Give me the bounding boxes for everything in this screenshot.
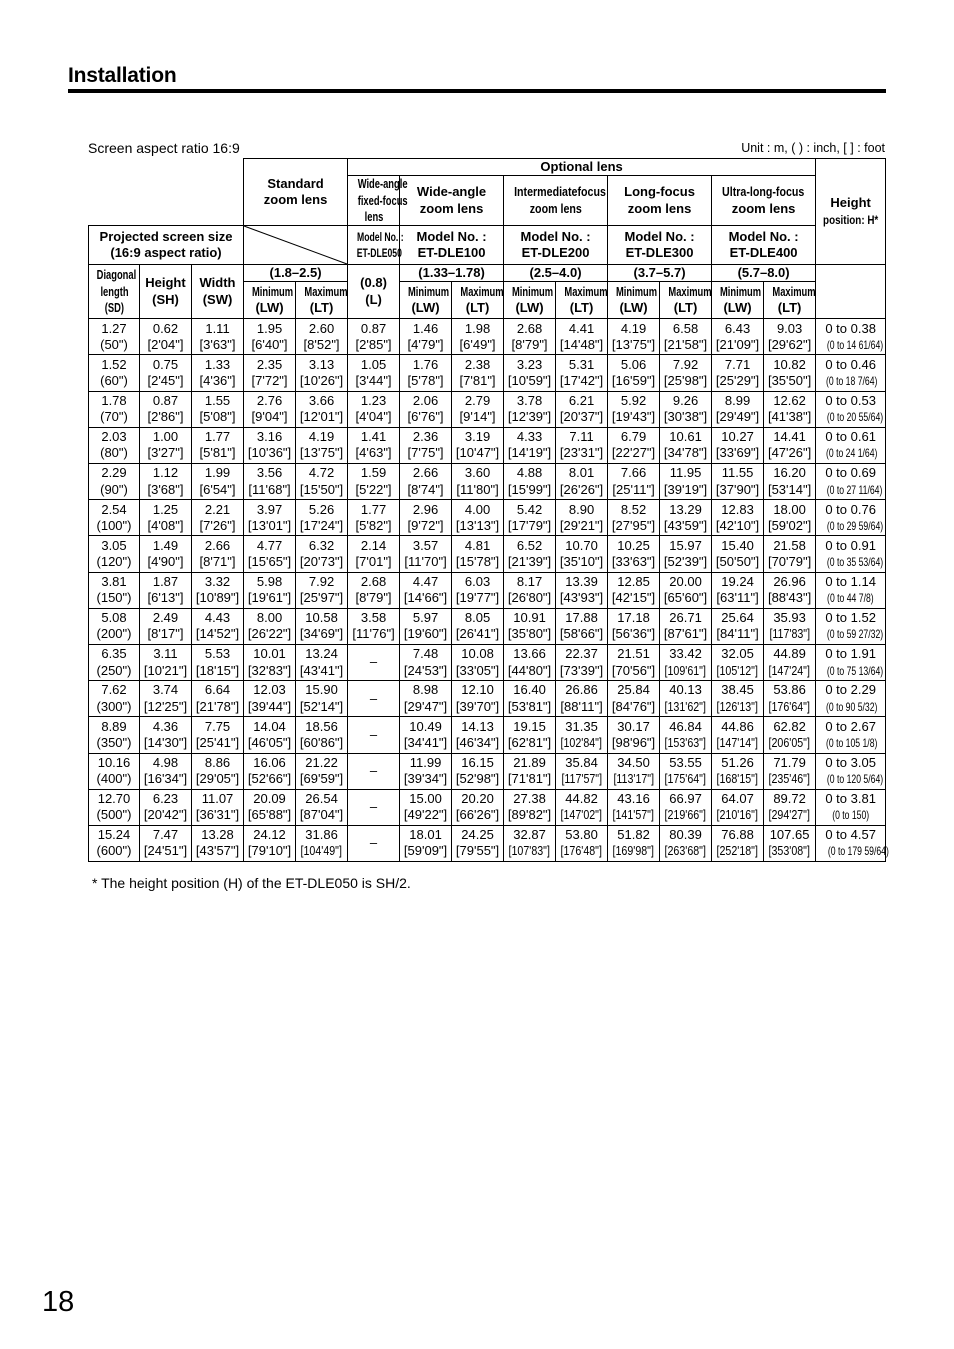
cell-d200-min: 5.42 [17'79"] <box>504 500 556 536</box>
cell-fixed: – <box>348 644 400 680</box>
cell-d400-max: 21.58 [70'79"] <box>764 536 816 572</box>
header-model-dle400: Model No. : ET-DLE400 <box>712 226 816 265</box>
cell-std-min: 10.01 [32'83"] <box>244 644 296 680</box>
header-screen-height: Height (SH) <box>140 265 192 319</box>
cell-d400-max: 9.03 [29'62"] <box>764 319 816 355</box>
cell-sw: 1.11 [3'63"] <box>192 319 244 355</box>
cell-d300-max: 66.97 [219'66"] <box>660 789 712 825</box>
cell-d200-min: 4.33 [14'19"] <box>504 427 556 463</box>
cell-d300-min: 51.82 [169'98"] <box>608 825 660 861</box>
cell-d100-min: 15.00 [49'22"] <box>400 789 452 825</box>
cell-sw: 8.86 [29'05"] <box>192 753 244 789</box>
header-standard-maximum: Maximum (LT) <box>296 282 348 319</box>
cell-d100-min: 4.47 [14'66"] <box>400 572 452 608</box>
cell-sd: 3.81 (150") <box>89 572 140 608</box>
cell-fixed: 2.68 [8'79"] <box>348 572 400 608</box>
cell-std-min: 8.00 [26'22"] <box>244 608 296 644</box>
cell-d100-max: 10.08 [33'05"] <box>452 644 504 680</box>
cell-d200-min: 19.15 [62'81"] <box>504 717 556 753</box>
cell-d100-max: 3.19 [10'47"] <box>452 427 504 463</box>
cell-fixed: 3.58 [11'76"] <box>348 608 400 644</box>
cell-d400-min: 76.88 [252'18"] <box>712 825 764 861</box>
cell-fixed: 1.59 [5'22"] <box>348 464 400 500</box>
cell-sh: 1.12 [3'68"] <box>140 464 192 500</box>
cell-sw: 2.66 [8'71"] <box>192 536 244 572</box>
cell-fixed: – <box>348 789 400 825</box>
cell-std-max: 3.66 [12'01"] <box>296 391 348 427</box>
header-model-dle200: Model No. : ET-DLE200 <box>504 226 608 265</box>
cell-d100-max: 1.98 [6'49"] <box>452 319 504 355</box>
cell-sd: 5.08 (200") <box>89 608 140 644</box>
cell-d400-max: 18.00 [59'02"] <box>764 500 816 536</box>
cell-sw: 11.07 [36'31"] <box>192 789 244 825</box>
cell-d300-min: 10.25 [33'63"] <box>608 536 660 572</box>
cell-fixed: 1.23 [4'04"] <box>348 391 400 427</box>
cell-sd: 2.54 (100") <box>89 500 140 536</box>
footnote: * The height position (H) of the ET-DLE050 is SH/2. <box>92 875 411 891</box>
header-ratio-standard: (1.8–2.5) <box>244 265 348 282</box>
cell-d200-min: 13.66 [44'80"] <box>504 644 556 680</box>
cell-std-max: 4.72 [15'50"] <box>296 464 348 500</box>
cell-sd: 15.24 (600") <box>89 825 140 861</box>
cell-sw: 2.21 [7'26"] <box>192 500 244 536</box>
cell-d100-min: 10.49 [34'41"] <box>400 717 452 753</box>
header-ratio-dle300: (3.7–5.7) <box>608 265 712 282</box>
header-ratio-dle100: (1.33–1.78) <box>400 265 504 282</box>
header-dle400-minimum: Minimum (LW) <box>712 282 764 319</box>
cell-d400-max: 16.20 [53'14"] <box>764 464 816 500</box>
cell-std-max: 2.60 [8'52"] <box>296 319 348 355</box>
cell-d100-min: 5.97 [19'60"] <box>400 608 452 644</box>
cell-d300-max: 53.55 [175'64"] <box>660 753 712 789</box>
cell-d300-max: 46.84 [153'63"] <box>660 717 712 753</box>
cell-d200-min: 3.78 [12'39"] <box>504 391 556 427</box>
cell-d300-min: 43.16 [141'57"] <box>608 789 660 825</box>
cell-d400-max: 12.62 [41'38"] <box>764 391 816 427</box>
cell-std-max: 4.19 [13'75"] <box>296 427 348 463</box>
cell-d200-max: 35.84 [117'57"] <box>556 753 608 789</box>
cell-d200-min: 32.87 [107'83"] <box>504 825 556 861</box>
cell-h: 0 to 2.29 (0 to 90 5/32) <box>816 681 886 717</box>
cell-sw: 4.43 [14'52"] <box>192 608 244 644</box>
cell-d200-max: 10.70 [35'10"] <box>556 536 608 572</box>
cell-h: 0 to 3.81 (0 to 150) <box>816 789 886 825</box>
cell-sh: 1.87 [6'13"] <box>140 572 192 608</box>
header-wideangle-zoom-lens: Wide-angle zoom lens <box>400 176 504 226</box>
cell-sd: 2.29 (90") <box>89 464 140 500</box>
cell-d400-min: 6.43 [21'09"] <box>712 319 764 355</box>
cell-d200-min: 2.68 [8'79"] <box>504 319 556 355</box>
cell-d300-min: 5.92 [19'43"] <box>608 391 660 427</box>
cell-d100-max: 4.00 [13'13"] <box>452 500 504 536</box>
table-row <box>89 789 886 825</box>
cell-fixed: – <box>348 825 400 861</box>
cell-sd: 1.27 (50") <box>89 319 140 355</box>
cell-d200-min: 4.88 [15'99"] <box>504 464 556 500</box>
cell-d200-max: 31.35 [102'84"] <box>556 717 608 753</box>
table-row <box>89 391 886 427</box>
cell-sh: 3.11 [10'21"] <box>140 644 192 680</box>
cell-d200-min: 6.52 [21'39"] <box>504 536 556 572</box>
header-height-position: Height position: H* <box>816 159 886 265</box>
cell-d100-max: 24.25 [79'55"] <box>452 825 504 861</box>
cell-d400-min: 7.71 [25'29"] <box>712 355 764 391</box>
cell-h: 0 to 0.53 (0 to 20 55/64) <box>816 391 886 427</box>
cell-d300-min: 30.17 [98'96"] <box>608 717 660 753</box>
table-row <box>89 608 886 644</box>
cell-d100-min: 2.06 [6'76"] <box>400 391 452 427</box>
cell-sh: 0.87 [2'86"] <box>140 391 192 427</box>
cell-d100-max: 12.10 [39'70"] <box>452 681 504 717</box>
header-standard-minimum: Minimum (LW) <box>244 282 296 319</box>
cell-d400-max: 35.93 [117'83"] <box>764 608 816 644</box>
header-diagonal-length: Diagonal length (SD) <box>89 265 140 319</box>
cell-d300-max: 9.26 [30'38"] <box>660 391 712 427</box>
cell-d400-min: 15.40 [50'50"] <box>712 536 764 572</box>
header-dle200-minimum: Minimum (LW) <box>504 282 556 319</box>
table-row <box>89 427 886 463</box>
cell-std-min: 24.12 [79'10"] <box>244 825 296 861</box>
cell-d100-max: 3.60 [11'80"] <box>452 464 504 500</box>
cell-sh: 1.49 [4'90"] <box>140 536 192 572</box>
table-row <box>89 355 886 391</box>
table-row <box>89 500 886 536</box>
header-ratio-dle200: (2.5–4.0) <box>504 265 608 282</box>
cell-d300-min: 25.84 [84'76"] <box>608 681 660 717</box>
cell-d300-max: 10.61 [34'78"] <box>660 427 712 463</box>
header-optional-lens: Optional lens <box>348 159 816 176</box>
cell-sw: 3.32 [10'89"] <box>192 572 244 608</box>
cell-sh: 6.23 [20'42"] <box>140 789 192 825</box>
cell-std-min: 3.97 [13'01"] <box>244 500 296 536</box>
cell-h: 0 to 1.91 (0 to 75 13/64) <box>816 644 886 680</box>
cell-sw: 5.53 [18'15"] <box>192 644 244 680</box>
cell-std-min: 20.09 [65'88"] <box>244 789 296 825</box>
cell-sh: 7.47 [24'51"] <box>140 825 192 861</box>
table-row <box>89 753 886 789</box>
cell-d100-min: 3.57 [11'70"] <box>400 536 452 572</box>
cell-sw: 13.28 [43'57"] <box>192 825 244 861</box>
page-title: Installation <box>68 64 177 87</box>
cell-d100-max: 20.20 [66'26"] <box>452 789 504 825</box>
cell-d100-min: 7.48 [24'53"] <box>400 644 452 680</box>
cell-std-min: 2.76 [9'04"] <box>244 391 296 427</box>
cell-std-min: 5.98 [19'61"] <box>244 572 296 608</box>
cell-sw: 7.75 [25'41"] <box>192 717 244 753</box>
cell-std-min: 4.77 [15'65"] <box>244 536 296 572</box>
cell-d400-min: 11.55 [37'90"] <box>712 464 764 500</box>
title-rule <box>68 89 886 93</box>
cell-sh: 0.75 [2'45"] <box>140 355 192 391</box>
cell-d300-max: 80.39 [263'68"] <box>660 825 712 861</box>
cell-sd: 1.52 (60") <box>89 355 140 391</box>
cell-d200-max: 6.21 [20'37"] <box>556 391 608 427</box>
cell-d100-min: 1.76 [5'78"] <box>400 355 452 391</box>
cell-h: 0 to 0.38 (0 to 14 61/64) <box>816 319 886 355</box>
header-model-dle050: Model No. : ET-DLE050 <box>348 226 400 265</box>
header-ratio-dle050: (0.8) (L) <box>348 265 400 319</box>
cell-sw: 1.99 [6'54"] <box>192 464 244 500</box>
page-number: 18 <box>42 1286 75 1318</box>
cell-std-max: 7.92 [25'97"] <box>296 572 348 608</box>
cell-std-min: 14.04 [46'05"] <box>244 717 296 753</box>
cell-sd: 7.62 (300") <box>89 681 140 717</box>
cell-fixed: 2.14 [7'01"] <box>348 536 400 572</box>
cell-h: 0 to 2.67 (0 to 105 1/8) <box>816 717 886 753</box>
table-row <box>89 825 886 861</box>
cell-std-max: 21.22 [69'59"] <box>296 753 348 789</box>
cell-d300-min: 17.18 [56'36"] <box>608 608 660 644</box>
cell-std-min: 3.16 [10'36"] <box>244 427 296 463</box>
cell-std-min: 12.03 [39'44"] <box>244 681 296 717</box>
cell-std-max: 10.58 [34'69"] <box>296 608 348 644</box>
cell-sh: 0.62 [2'04"] <box>140 319 192 355</box>
cell-d200-min: 10.91 [35'80"] <box>504 608 556 644</box>
cell-d400-min: 51.26 [168'15"] <box>712 753 764 789</box>
cell-h: 0 to 0.61 (0 to 24 1/64) <box>816 427 886 463</box>
cell-sd: 3.05 (120") <box>89 536 140 572</box>
cell-h: 0 to 1.14 (0 to 44 7/8) <box>816 572 886 608</box>
header-dle100-minimum: Minimum (LW) <box>400 282 452 319</box>
cell-sd: 12.70 (500") <box>89 789 140 825</box>
cell-d300-min: 7.66 [25'11"] <box>608 464 660 500</box>
cell-d100-max: 2.38 [7'81"] <box>452 355 504 391</box>
cell-d300-max: 11.95 [39'19"] <box>660 464 712 500</box>
cell-d300-min: 34.50 [113'17"] <box>608 753 660 789</box>
projection-distance-table <box>88 158 890 862</box>
cell-sh: 1.00 [3'27"] <box>140 427 192 463</box>
header-projected-screen-size: Projected screen size (16:9 aspect ratio) <box>89 226 244 265</box>
header-height-blank <box>816 265 886 319</box>
cell-d200-max: 53.80 [176'48"] <box>556 825 608 861</box>
cell-d200-max: 13.39 [43'93"] <box>556 572 608 608</box>
cell-d100-max: 8.05 [26'41"] <box>452 608 504 644</box>
cell-sd: 2.03 (80") <box>89 427 140 463</box>
cell-std-max: 31.86 [104'49"] <box>296 825 348 861</box>
cell-d400-max: 107.65 [353'08"] <box>764 825 816 861</box>
cell-h: 0 to 3.05 (0 to 120 5/64) <box>816 753 886 789</box>
cell-sw: 6.64 [21'78"] <box>192 681 244 717</box>
cell-std-max: 5.26 [17'24"] <box>296 500 348 536</box>
cell-d200-max: 22.37 [73'39"] <box>556 644 608 680</box>
cell-h: 0 to 0.91 (0 to 35 53/64) <box>816 536 886 572</box>
cell-d400-min: 10.27 [33'69"] <box>712 427 764 463</box>
cell-d200-max: 4.41 [14'48"] <box>556 319 608 355</box>
cell-d400-max: 14.41 [47'26"] <box>764 427 816 463</box>
cell-fixed: 1.41 [4'63"] <box>348 427 400 463</box>
table-body <box>89 319 890 862</box>
cell-d400-max: 44.89 [147'24"] <box>764 644 816 680</box>
cell-std-max: 13.24 [43'41"] <box>296 644 348 680</box>
header-standard-lens: Standard zoom lens <box>244 159 348 226</box>
cell-d400-min: 25.64 [84'11"] <box>712 608 764 644</box>
header-dle400-maximum: Maximum (LT) <box>764 282 816 319</box>
cell-sd: 1.78 (70") <box>89 391 140 427</box>
cell-sh: 1.25 [4'08"] <box>140 500 192 536</box>
cell-std-min: 16.06 [52'66"] <box>244 753 296 789</box>
cell-std-max: 3.13 [10'26"] <box>296 355 348 391</box>
cell-d400-min: 44.86 [147'14"] <box>712 717 764 753</box>
cell-std-min: 3.56 [11'68"] <box>244 464 296 500</box>
cell-d200-min: 27.38 [89'82"] <box>504 789 556 825</box>
cell-std-max: 15.90 [52'14"] <box>296 681 348 717</box>
header-diagonal-slash <box>244 226 348 265</box>
cell-d400-min: 19.24 [63'11"] <box>712 572 764 608</box>
cell-d300-min: 21.51 [70'56"] <box>608 644 660 680</box>
cell-d300-max: 15.97 [52'39"] <box>660 536 712 572</box>
cell-d300-max: 20.00 [65'60"] <box>660 572 712 608</box>
diagonal-line <box>244 226 347 264</box>
cell-d100-min: 2.36 [7'75"] <box>400 427 452 463</box>
cell-d400-min: 64.07 [210'16"] <box>712 789 764 825</box>
cell-std-max: 18.56 [60'86"] <box>296 717 348 753</box>
cell-d300-min: 12.85 [42'15"] <box>608 572 660 608</box>
header-dle300-maximum: Maximum (LT) <box>660 282 712 319</box>
cell-d400-min: 32.05 [105'12"] <box>712 644 764 680</box>
table-row <box>89 572 886 608</box>
header-ultra-long-focus-zoom-lens: Ultra-long-focus zoom lens <box>712 176 816 226</box>
header-wideangle-fixed-lens: Wide-angle fixed-focus lens <box>348 176 400 226</box>
cell-d300-min: 6.79 [22'27"] <box>608 427 660 463</box>
cell-d100-min: 2.96 [9'72"] <box>400 500 452 536</box>
header-model-dle300: Model No. : ET-DLE300 <box>608 226 712 265</box>
cell-d100-min: 8.98 [29'47"] <box>400 681 452 717</box>
cell-fixed: – <box>348 753 400 789</box>
cell-h: 0 to 4.57 (0 to 179 59/64) <box>816 825 886 861</box>
cell-sw: 1.55 [5'08"] <box>192 391 244 427</box>
cell-d400-max: 53.86 [176'64"] <box>764 681 816 717</box>
cell-d200-max: 8.90 [29'21"] <box>556 500 608 536</box>
cell-d200-max: 17.88 [58'66"] <box>556 608 608 644</box>
table-row <box>89 536 886 572</box>
cell-d100-min: 11.99 [39'34"] <box>400 753 452 789</box>
cell-d300-max: 6.58 [21'58"] <box>660 319 712 355</box>
cell-d400-min: 38.45 [126'13"] <box>712 681 764 717</box>
cell-d100-max: 14.13 [46'34"] <box>452 717 504 753</box>
table-row <box>89 717 886 753</box>
cell-d300-min: 8.52 [27'95"] <box>608 500 660 536</box>
cell-d100-max: 6.03 [19'77"] <box>452 572 504 608</box>
cell-d200-max: 8.01 [26'26"] <box>556 464 608 500</box>
cell-d100-min: 1.46 [4'79"] <box>400 319 452 355</box>
cell-sd: 8.89 (350") <box>89 717 140 753</box>
cell-d100-min: 2.66 [8'74"] <box>400 464 452 500</box>
header-screen-width: Width (SW) <box>192 265 244 319</box>
cell-sw: 1.33 [4'36"] <box>192 355 244 391</box>
cell-h: 0 to 1.52 (0 to 59 27/32) <box>816 608 886 644</box>
header-dle300-minimum: Minimum (LW) <box>608 282 660 319</box>
header-intermediate-zoom-lens: Intermediatefocus zoom lens <box>504 176 608 226</box>
cell-fixed: – <box>348 681 400 717</box>
cell-d100-max: 16.15 [52'98"] <box>452 753 504 789</box>
cell-sh: 3.74 [12'25"] <box>140 681 192 717</box>
cell-d200-max: 44.82 [147'02"] <box>556 789 608 825</box>
table-row <box>89 464 886 500</box>
cell-fixed: 1.77 [5'82"] <box>348 500 400 536</box>
cell-fixed: – <box>348 717 400 753</box>
cell-d400-min: 8.99 [29'49"] <box>712 391 764 427</box>
cell-d300-max: 13.29 [43'59"] <box>660 500 712 536</box>
cell-d200-max: 26.86 [88'11"] <box>556 681 608 717</box>
cell-d200-min: 8.17 [26'80"] <box>504 572 556 608</box>
cell-h: 0 to 0.69 (0 to 27 11/64) <box>816 464 886 500</box>
cell-d400-max: 71.79 [235'46"] <box>764 753 816 789</box>
cell-d400-min: 12.83 [42'10"] <box>712 500 764 536</box>
cell-d100-max: 2.79 [9'14"] <box>452 391 504 427</box>
cell-std-max: 6.32 [20'73"] <box>296 536 348 572</box>
cell-d200-min: 16.40 [53'81"] <box>504 681 556 717</box>
cell-d100-min: 18.01 [59'09"] <box>400 825 452 861</box>
cell-d300-min: 4.19 [13'75"] <box>608 319 660 355</box>
header-long-focus-zoom-lens: Long-focus zoom lens <box>608 176 712 226</box>
cell-d200-max: 7.11 [23'31"] <box>556 427 608 463</box>
table-header <box>89 159 886 319</box>
cell-sd: 6.35 (250") <box>89 644 140 680</box>
cell-d200-max: 5.31 [17'42"] <box>556 355 608 391</box>
cell-d300-min: 5.06 [16'59"] <box>608 355 660 391</box>
cell-sh: 2.49 [8'17"] <box>140 608 192 644</box>
cell-fixed: 1.05 [3'44"] <box>348 355 400 391</box>
cell-d300-max: 40.13 [131'62"] <box>660 681 712 717</box>
cell-d400-max: 10.82 [35'50"] <box>764 355 816 391</box>
header-dle100-maximum: Maximum (LT) <box>452 282 504 319</box>
aspect-ratio-label: Screen aspect ratio 16:9 <box>88 140 240 156</box>
cell-d200-min: 3.23 [10'59"] <box>504 355 556 391</box>
cell-h: 0 to 0.46 (0 to 18 7/64) <box>816 355 886 391</box>
cell-sh: 4.98 [16'34"] <box>140 753 192 789</box>
header-blank <box>89 159 244 226</box>
header-dle200-maximum: Maximum (LT) <box>556 282 608 319</box>
cell-d400-max: 26.96 [88'43"] <box>764 572 816 608</box>
cell-h: 0 to 0.76 (0 to 29 59/64) <box>816 500 886 536</box>
cell-d200-min: 21.89 [71'81"] <box>504 753 556 789</box>
cell-sh: 4.36 [14'30"] <box>140 717 192 753</box>
cell-d100-max: 4.81 [15'78"] <box>452 536 504 572</box>
cell-sw: 1.77 [5'81"] <box>192 427 244 463</box>
table-row <box>89 319 886 355</box>
cell-fixed: 0.87 [2'85"] <box>348 319 400 355</box>
cell-d300-max: 26.71 [87'61"] <box>660 608 712 644</box>
unit-label: Unit : m, ( ) : inch, [ ] : foot <box>741 141 885 155</box>
cell-std-min: 1.95 [6'40"] <box>244 319 296 355</box>
cell-d400-max: 89.72 [294'27"] <box>764 789 816 825</box>
cell-d400-max: 62.82 [206'05"] <box>764 717 816 753</box>
cell-d300-max: 33.42 [109'61"] <box>660 644 712 680</box>
cell-std-min: 2.35 [7'72"] <box>244 355 296 391</box>
header-ratio-dle400: (5.7–8.0) <box>712 265 816 282</box>
cell-std-max: 26.54 [87'04"] <box>296 789 348 825</box>
header-model-dle100: Model No. : ET-DLE100 <box>400 226 504 265</box>
table-row <box>89 681 886 717</box>
cell-sd: 10.16 (400") <box>89 753 140 789</box>
cell-d300-max: 7.92 [25'98"] <box>660 355 712 391</box>
table-row <box>89 644 886 680</box>
